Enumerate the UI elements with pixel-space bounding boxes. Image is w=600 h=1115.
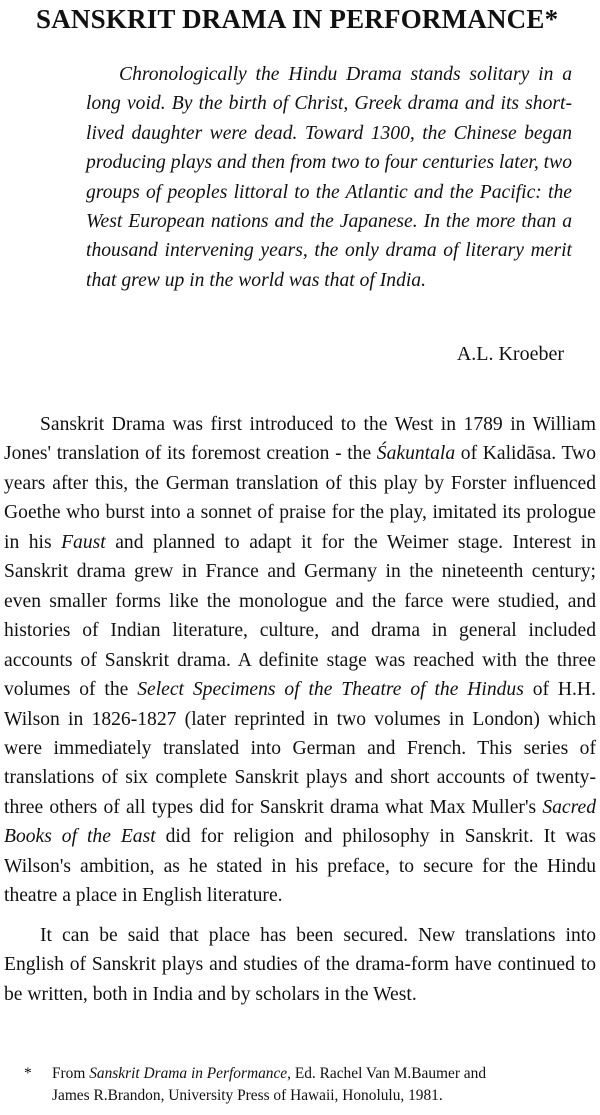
work-title-shakuntala: Śakuntala [376, 443, 456, 465]
epigraph-attribution: A.L. Kroeber [456, 343, 564, 365]
footnote-line-2: James R.Brandon, University Press of Hawaii, Honolulu, 1981. [52, 1086, 443, 1104]
footnote-line-1: * From Sanskrit Drama in Performance, Ed. Rachel Van M.Baumer and [4, 1063, 596, 1085]
chapter-title: SANSKRIT DRAMA IN PERFORMANCE* [36, 4, 559, 34]
body-paragraph-2: It can be said that place has been secured. New translations into English of Sanskrit plays and studies of the drama-form have continued to be written, both in India and by scholars in the West. [4, 924, 596, 1005]
epigraph-quote: Chronologically the Hindu Drama stands solitary in a long void. By the birth of Christ, Greek drama and its short-lived daughter were dead. Toward 1300, the Chinese began producing plays and then from two to four centuries later, two groups of peoples littoral to the Atlantic and the Pacific: the West European nations and the Japanese. In the more than a thousand intervening years, the only drama of literary merit that grew up in the world was that of India. [86, 64, 572, 291]
body-text [4, 410, 596, 1009]
footnote [4, 1063, 596, 1106]
footnote-mark: * [24, 1065, 32, 1082]
work-title-sacred-books: Sacred Books of the East [4, 796, 596, 848]
work-title-select-specimens: Select Specimens of the Theatre of the Hindus [137, 679, 524, 701]
footnote-book-title: Sanskrit Drama in Performance [89, 1065, 288, 1082]
work-title-faust: Faust [61, 531, 106, 553]
body-paragraph-1: Sanskrit Drama was first introduced to the West in 1789 in William Jones' translation of its foremost creation - the Śakuntala of Kalidāsa. Two years after this, the German translation of this play by Forster influenced Goethe who burst into a sonnet of praise for the play, imitated its prologue in his Faust and planned to adapt it for the Weimer stage. Interest in Sanskrit drama grew in France and Germany in the nineteenth century; even smaller forms like the monologue and the farce were studied, and histories of Indian literature, culture, and drama in general included accounts of Sanskrit drama. A definite stage was reached with the three volumes of the Select Specimens of the Theatre of the Hindus of H.H. Wilson in 1826-1827 (later reprinted in two volumes in London) which were immediately translated into German and French. This series of translations of six complete Sanskrit plays and short accounts of twenty-three others of all types did for Sanskrit drama what Max Muller's Sacred Books of the East did for religion and philosophy in Sanskrit. It was Wilson's ambition, as he stated in his preface, to secure for the Hindu theatre a place in English literature. [4, 414, 596, 907]
